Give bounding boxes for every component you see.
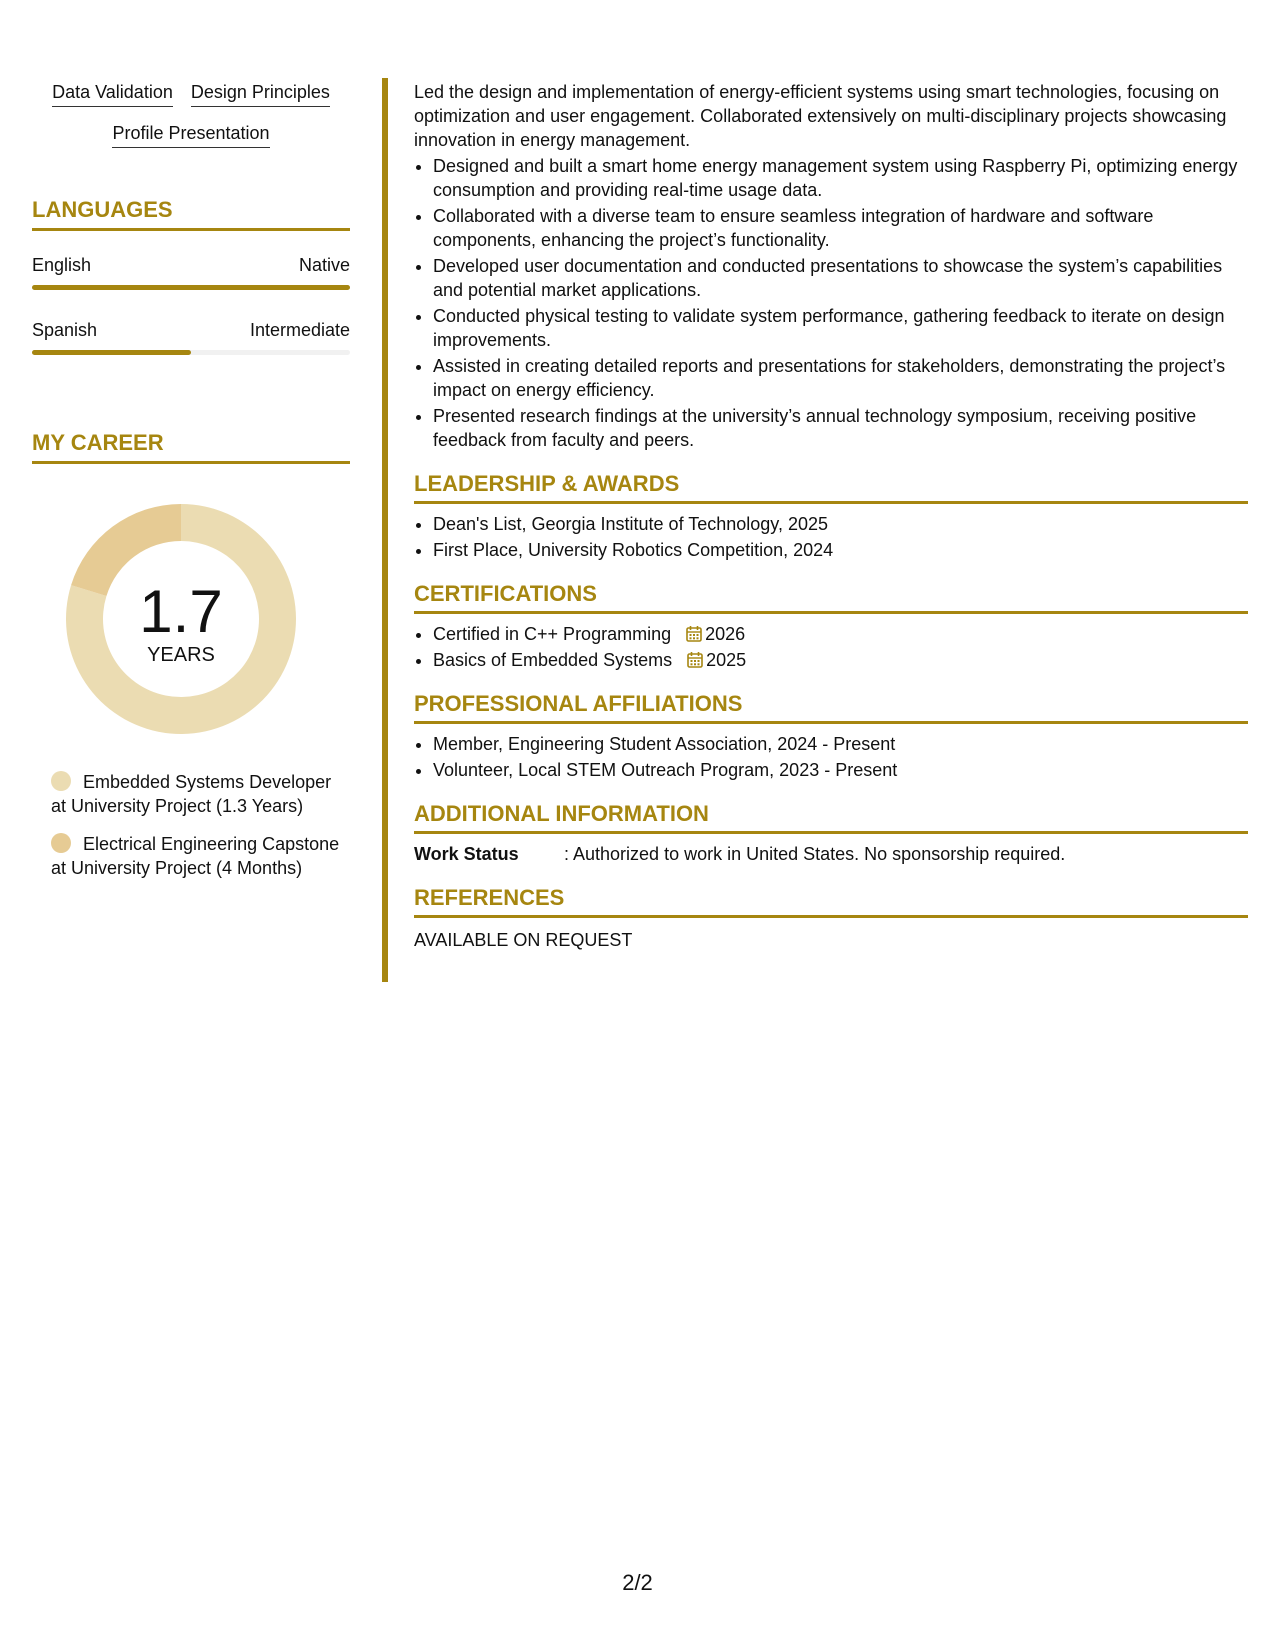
- references-text: AVAILABLE ON REQUEST: [414, 930, 633, 950]
- experience-bullets: [414, 154, 1248, 452]
- skill-tags: [32, 80, 350, 148]
- calendar-icon: [686, 625, 702, 642]
- language-name: Spanish: [32, 320, 98, 340]
- language-item: [32, 253, 350, 290]
- skill-tag: Profile Presentation: [112, 121, 269, 148]
- career-total-unit: YEARS: [147, 643, 215, 666]
- list-item: [433, 622, 1248, 646]
- sidebar: [32, 80, 350, 894]
- language-bar: [32, 285, 350, 290]
- career-donut-chart: [66, 504, 296, 734]
- language-bar-fill: [32, 285, 350, 290]
- list-item: • Assisted in creating detailed reports and presentations for stakeholders, demonstrating the project’s impact on energy efficiency.: [433, 354, 1248, 402]
- column-divider: [382, 78, 388, 982]
- career-heading: MY CAREER: [32, 429, 350, 464]
- work-status-label: Work Status: [414, 844, 519, 864]
- list-item: • Developed user documentation and conducted presentations to showcase the system’s capabilities and potential market applications.: [433, 254, 1248, 302]
- affiliations-list: [414, 732, 1248, 782]
- language-level: Native: [298, 255, 350, 275]
- language-bar: [32, 350, 350, 355]
- list-item: • Dean's List, Georgia Institute of Technology, 2025: [433, 512, 1248, 536]
- certifications-list: [414, 622, 1248, 672]
- language-item: [32, 318, 350, 355]
- list-item: • Conducted physical testing to validate system performance, gathering feedback to iterate on design improvements.: [433, 304, 1248, 352]
- list-item: • Designed and built a smart home energy management system using Raspberry Pi, optimizing energy consumption and providing real-time usage data.: [433, 154, 1248, 202]
- career-legend-label: Electrical Engineering Capstone at University Project (4 Months): [51, 834, 340, 878]
- list-item: • Collaborated with a diverse team to ensure seamless integration of hardware and software components, enhancing the project’s functionality.: [433, 204, 1248, 252]
- work-status-value: : Authorized to work in United States. No sponsorship required.: [564, 844, 1066, 864]
- certification-year: 2025: [706, 650, 747, 670]
- career-legend: [32, 770, 350, 880]
- career-legend-item: [51, 770, 350, 818]
- work-status-row: [414, 842, 1248, 866]
- list-item: [433, 648, 1248, 672]
- main-column: [414, 80, 1248, 952]
- skill-tag: Design Principles: [191, 80, 330, 107]
- language-bar-fill: [32, 350, 191, 355]
- experience-intro: Led the design and implementation of energy-efficient systems using smart technologies, focusing on optimization and user engagement. Collaborated extensively on multi-disciplinary projects showcasing innovation in energy management.: [414, 82, 1227, 150]
- additional-info-heading: ADDITIONAL INFORMATION: [414, 800, 1248, 834]
- languages-heading: LANGUAGES: [32, 196, 350, 231]
- references-heading: REFERENCES: [414, 884, 1248, 918]
- list-item: • Volunteer, Local STEM Outreach Program, 2023 - Present: [433, 758, 1248, 782]
- affiliations-heading: PROFESSIONAL AFFILIATIONS: [414, 690, 1248, 724]
- language-name: English: [32, 255, 92, 275]
- leadership-list: [414, 512, 1248, 562]
- language-level: Intermediate: [249, 320, 350, 340]
- career-legend-label: Embedded Systems Developer at University Project (1.3 Years): [51, 772, 332, 816]
- certification-name: Basics of Embedded Systems: [433, 650, 673, 670]
- leadership-heading: LEADERSHIP & AWARDS: [414, 470, 1248, 504]
- career-legend-item: [51, 832, 350, 880]
- list-item: • First Place, University Robotics Competition, 2024: [433, 538, 1248, 562]
- legend-dot-icon: [51, 833, 71, 853]
- calendar-icon: [687, 651, 703, 668]
- legend-dot-icon: [51, 771, 71, 791]
- certification-name: Certified in C++ Programming: [433, 624, 672, 644]
- career-total-value: 1.7: [139, 577, 223, 645]
- list-item: • Presented research findings at the university’s annual technology symposium, receiving positive feedback from faculty and peers.: [433, 404, 1248, 452]
- page-number: 2/2: [622, 1570, 653, 1595]
- list-item: • Member, Engineering Student Association, 2024 - Present: [433, 732, 1248, 756]
- certification-year: 2026: [705, 624, 746, 644]
- certifications-heading: CERTIFICATIONS: [414, 580, 1248, 614]
- skill-tag: Data Validation: [52, 80, 173, 107]
